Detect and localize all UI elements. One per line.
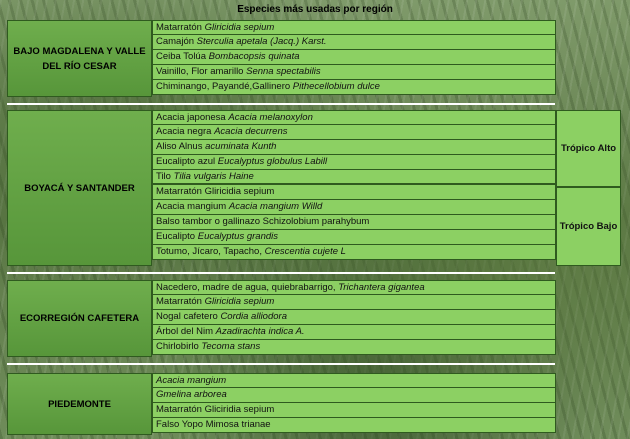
list-item: Gmelina arborea <box>152 388 556 403</box>
region-ecorregion-cafetera <box>7 280 152 357</box>
list-item: Aliso Alnus acuminata Kunth <box>152 140 556 155</box>
page-title: Especies más usadas por región <box>237 4 393 15</box>
list-item: Camajón Sterculia apetala (Jacq.) Karst. <box>152 35 556 50</box>
list-item: Chirlobirlo Tecoma stans <box>152 340 556 355</box>
zone-label: Trópico Alto <box>560 143 617 154</box>
list-item: Matarratón Gliciridia sepium <box>152 403 556 418</box>
region-label: ECORREGIÓN CAFETERA <box>19 313 140 324</box>
region-piedemonte <box>7 373 152 435</box>
list-item: Acacia japonesa Acacia melanoxylon <box>152 110 556 125</box>
region-bajo-magdalena <box>7 20 152 97</box>
divider <box>7 272 555 274</box>
region-label: BAJO MAGDALENA Y VALLE DEL RÍO CESAR <box>13 45 146 72</box>
species-list-piedemonte <box>152 373 556 433</box>
region-label: BOYACÁ Y SANTANDER <box>24 182 135 194</box>
species-list-cafetera <box>152 280 556 355</box>
list-item: Totumo, Jícaro, Tapacho, Crescentia cujete L <box>152 245 556 260</box>
divider <box>7 363 555 365</box>
region-boyaca-santander <box>7 110 152 266</box>
list-item: Vainillo, Flor amarillo Senna spectabilis <box>152 65 556 80</box>
list-item: Acacia mangium Acacia mangium Willd <box>152 200 556 215</box>
species-list-boyaca <box>152 110 556 260</box>
zone-tropico-alto <box>556 110 621 187</box>
list-item: Balso tambor o gallinazo Schizolobium parahybum <box>152 215 556 230</box>
divider <box>7 103 555 105</box>
list-item: Matarratón Gliricidia sepium <box>152 185 556 200</box>
list-item: Acacia negra Acacia decurrens <box>152 125 556 140</box>
list-item: Nogal cafetero Cordia alliodora <box>152 310 556 325</box>
list-item: Matarratón Gliricidia sepium <box>152 295 556 310</box>
list-item: Acacia mangium <box>152 373 556 388</box>
list-item: Falso Yopo Mimosa trianae <box>152 418 556 433</box>
list-item: Nacedero, madre de agua, quiebrabarrigo, Trichantera gigantea <box>152 280 556 295</box>
list-item: Chiminango, Payandé,Gallinero Pithecellobium dulce <box>152 80 556 95</box>
region-label: PIEDEMONTE <box>48 398 111 410</box>
list-item: Ceiba Tolúa Bombacopsis quinata <box>152 50 556 65</box>
list-item: Eucalipto azul Eucalyptus globulus Labill <box>152 155 556 170</box>
zone-label: Trópico Bajo <box>559 221 618 232</box>
zone-tropico-bajo <box>556 187 621 266</box>
list-item: Eucalipto Eucalyptus grandis <box>152 230 556 245</box>
species-list-bajo-magdalena <box>152 20 556 95</box>
list-item: Tilo Tilia vulgaris Haine <box>152 170 556 185</box>
list-item: Árbol del Nim Azadirachta indica A. <box>152 325 556 340</box>
list-item: Matarratón Gliricidia sepium <box>152 20 556 35</box>
